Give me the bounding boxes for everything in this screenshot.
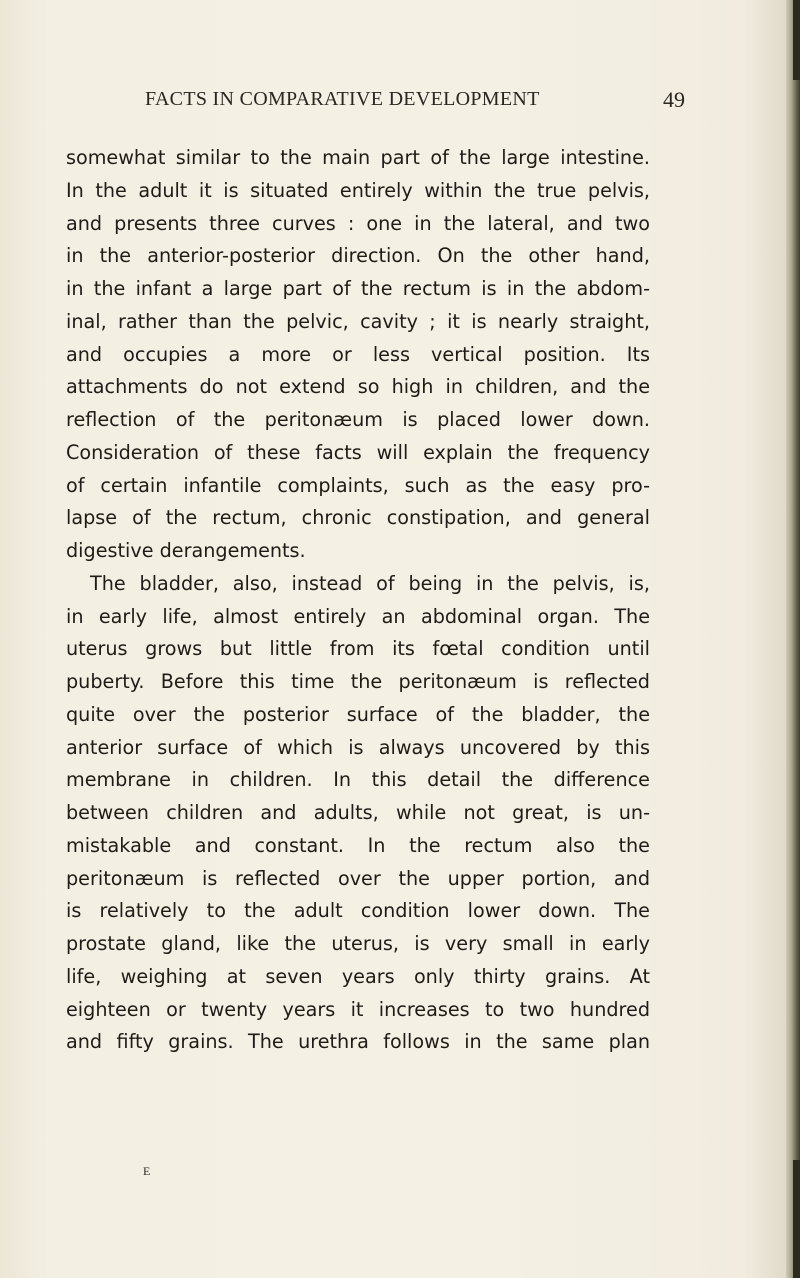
text-line: digestive derangements. (66, 539, 306, 562)
text-line: and occupies a more or less vertical position. Its (66, 342, 650, 366)
text-line: Consideration of these facts will explain the frequency (66, 440, 650, 464)
text-line: in early life, almost entirely an abdominal organ. The (66, 604, 650, 628)
text-line: lapse of the rectum, chronic constipation, and general (66, 506, 650, 530)
text-line: mistakable and constant. In the rectum also the (66, 833, 650, 857)
text-line: uterus grows but little from its fœtal condition until (66, 637, 650, 661)
page-number: 49 (663, 87, 685, 112)
text-line: anterior surface of which is always uncovered by this (66, 735, 650, 759)
signature-mark: E (143, 1164, 152, 1178)
text-line: peritonæum is reflected over the upper portion, and (66, 866, 650, 890)
text-line: quite over the posterior surface of the bladder, the (66, 702, 650, 726)
text-line: life, weighing at seven years only thirty grains. At (66, 964, 650, 988)
page-edge-dark-top (793, 0, 800, 80)
text-line: puberty. Before this time the peritonæum is reflected (66, 670, 650, 693)
text-line: prostate gland, like the uterus, is very small in early (66, 932, 650, 955)
text-line: eighteen or twenty years it increases to two hundred (66, 997, 650, 1021)
text-line: In the adult it is situated entirely within the true pelvis, (66, 178, 650, 202)
text-line: between children and adults, while not great, is un- (66, 801, 650, 824)
text-line: membrane in children. In this detail the difference (66, 768, 650, 792)
text-line: and fifty grains. The urethra follows in the same plan (66, 1030, 650, 1054)
text-line: somewhat similar to the main part of the large intestine. (66, 146, 650, 169)
text-line: in the infant a large part of the rectum is in the abdom- (66, 277, 650, 300)
page-edge-dark-bottom (793, 1160, 800, 1278)
text-line: inal, rather than the pelvic, cavity ; it is nearly straight, (66, 309, 650, 333)
paragraph-first-line: The bladder, also, instead of being in the pelvis, is, (90, 571, 650, 595)
page-edge-shadow (786, 0, 800, 1278)
text-line: of certain infantile complaints, such as the easy pro- (66, 473, 650, 497)
running-head: FACTS IN COMPARATIVE DEVELOPMENT (145, 88, 540, 110)
text-line: and presents three curves : one in the lateral, and two (66, 211, 650, 235)
text-line: in the anterior-posterior direction. On the other hand, (66, 244, 650, 268)
text-line: reflection of the peritonæum is placed lower down. (66, 408, 650, 431)
body-text (66, 142, 650, 1059)
text-line: is relatively to the adult condition lower down. The (66, 899, 650, 923)
page-header (145, 88, 685, 118)
text-line: attachments do not extend so high in children, and the (66, 375, 650, 399)
